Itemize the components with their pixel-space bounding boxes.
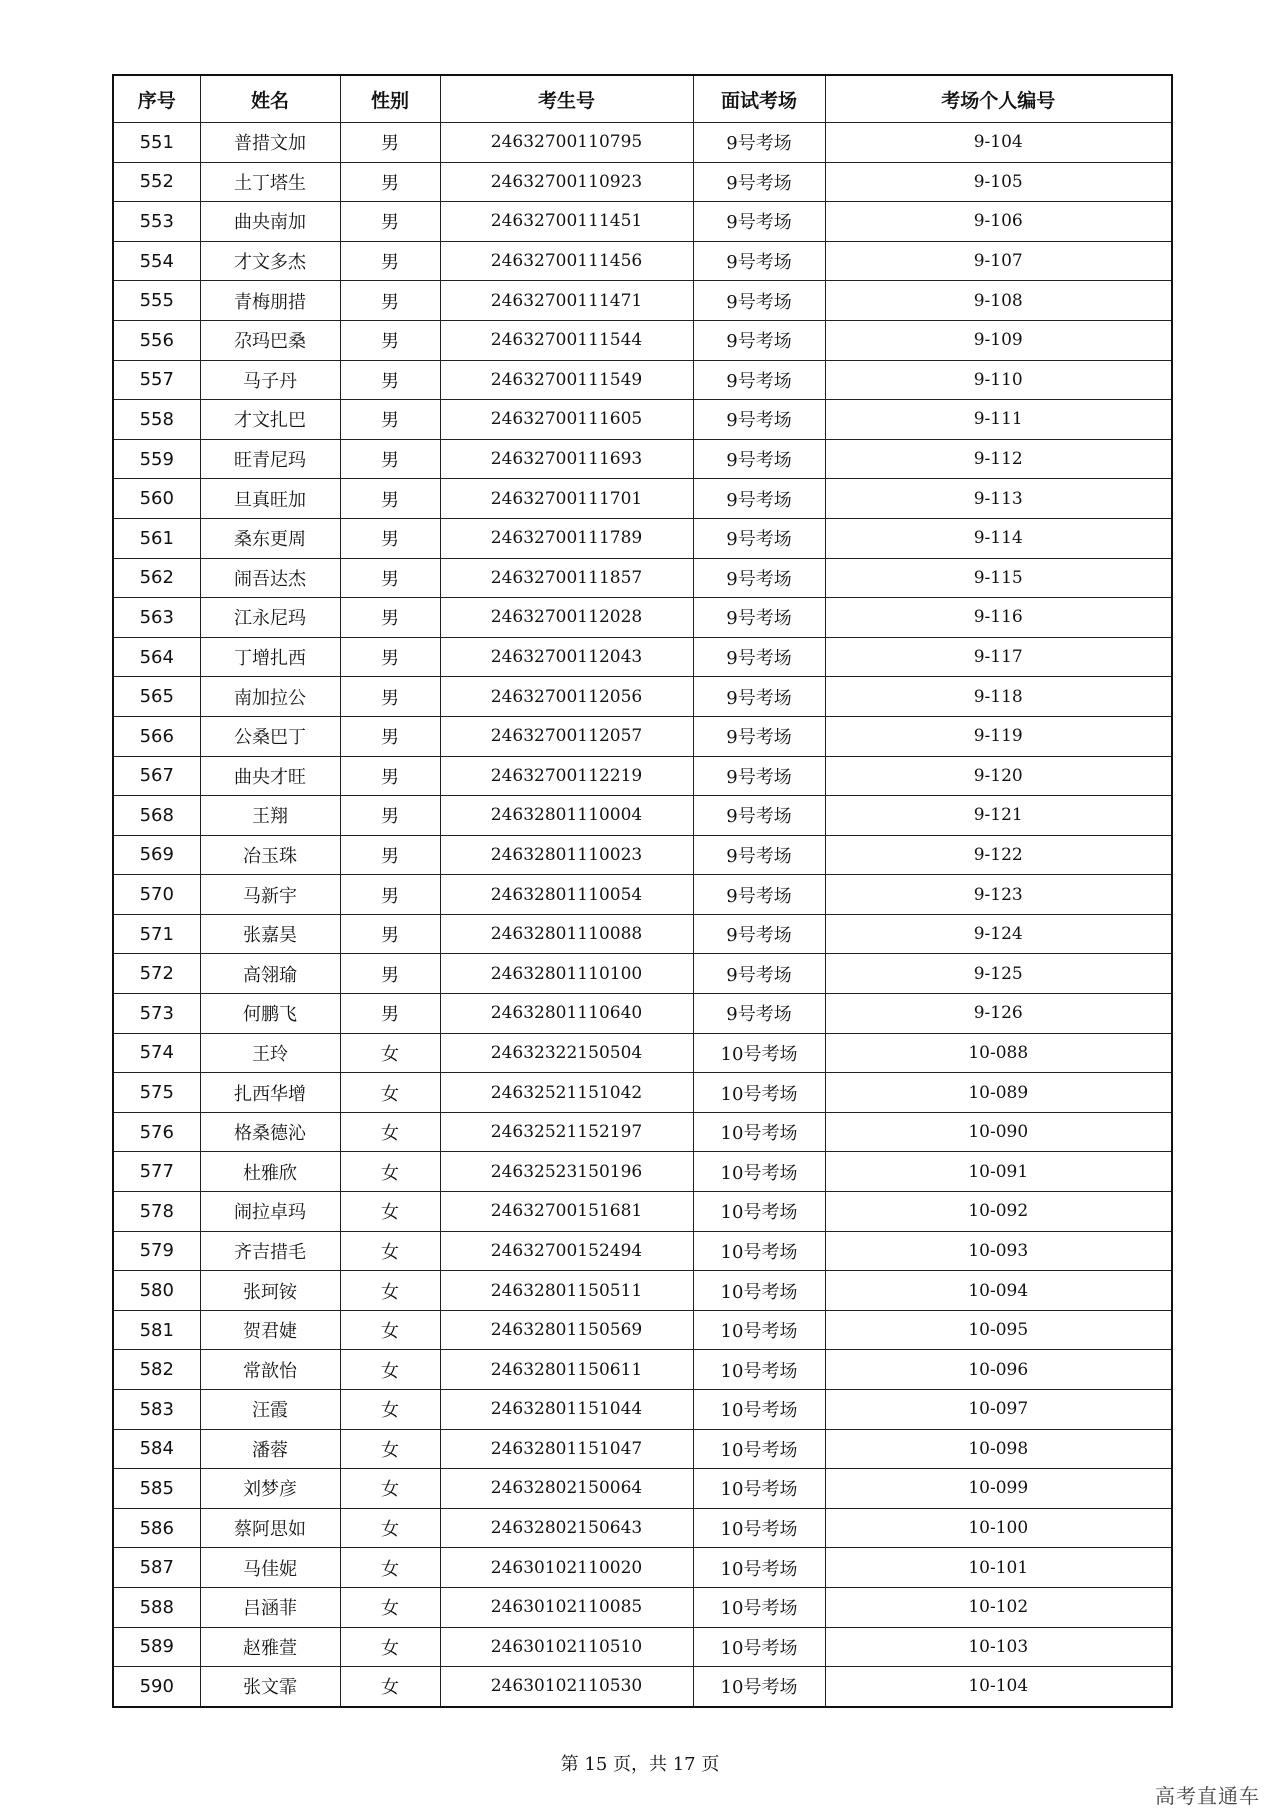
cell-personal-number: 10-100	[825, 1508, 1172, 1548]
cell-gender: 男	[340, 281, 440, 321]
cell-seq: 584	[113, 1429, 200, 1469]
table-row	[113, 677, 1172, 717]
cell-seq: 585	[113, 1469, 200, 1509]
cell-interview-room: 10号考场	[693, 1548, 825, 1588]
cell-interview-room: 9号考场	[693, 202, 825, 242]
cell-personal-number: 10-095	[825, 1310, 1172, 1350]
cell-name: 扎西华增	[200, 1073, 340, 1113]
table-row	[113, 360, 1172, 400]
cell-interview-room: 9号考场	[693, 677, 825, 717]
table-header	[113, 75, 1172, 123]
cell-personal-number: 9-104	[825, 123, 1172, 163]
cell-interview-room: 10号考场	[693, 1429, 825, 1469]
cell-name: 普措文加	[200, 123, 340, 163]
cell-gender: 男	[340, 400, 440, 440]
cell-gender: 男	[340, 677, 440, 717]
table-row	[113, 162, 1172, 202]
cell-exam-id: 24632700112056	[440, 677, 693, 717]
cell-interview-room: 9号考场	[693, 875, 825, 915]
cell-exam-id: 24632700111701	[440, 479, 693, 519]
cell-personal-number: 9-123	[825, 875, 1172, 915]
cell-gender: 女	[340, 1192, 440, 1232]
cell-personal-number: 9-113	[825, 479, 1172, 519]
cell-name: 常歆怡	[200, 1350, 340, 1390]
cell-interview-room: 9号考场	[693, 479, 825, 519]
cell-personal-number: 10-094	[825, 1271, 1172, 1311]
cell-interview-room: 9号考场	[693, 518, 825, 558]
cell-seq: 552	[113, 162, 200, 202]
cell-seq: 563	[113, 598, 200, 638]
cell-personal-number: 9-107	[825, 241, 1172, 281]
cell-personal-number: 9-121	[825, 796, 1172, 836]
cell-seq: 551	[113, 123, 200, 163]
cell-exam-id: 24632802150064	[440, 1469, 693, 1509]
cell-seq: 568	[113, 796, 200, 836]
cell-name: 赵雅萱	[200, 1627, 340, 1667]
cell-name: 闹拉卓玛	[200, 1192, 340, 1232]
cell-interview-room: 10号考场	[693, 1033, 825, 1073]
cell-personal-number: 9-117	[825, 637, 1172, 677]
cell-gender: 女	[340, 1073, 440, 1113]
cell-name: 尕玛巴桑	[200, 320, 340, 360]
cell-seq: 578	[113, 1192, 200, 1232]
cell-seq: 559	[113, 439, 200, 479]
cell-interview-room: 10号考场	[693, 1112, 825, 1152]
cell-name: 桑东更周	[200, 518, 340, 558]
cell-name: 马子丹	[200, 360, 340, 400]
cell-personal-number: 10-104	[825, 1667, 1172, 1707]
cell-interview-room: 10号考场	[693, 1152, 825, 1192]
cell-personal-number: 9-108	[825, 281, 1172, 321]
table-row	[113, 875, 1172, 915]
cell-gender: 男	[340, 756, 440, 796]
cell-interview-room: 9号考场	[693, 123, 825, 163]
header-interview-room: 面试考场	[693, 75, 825, 123]
cell-gender: 女	[340, 1667, 440, 1707]
cell-seq: 581	[113, 1310, 200, 1350]
cell-seq: 583	[113, 1390, 200, 1430]
cell-interview-room: 10号考场	[693, 1508, 825, 1548]
table-row	[113, 1390, 1172, 1430]
cell-personal-number: 9-106	[825, 202, 1172, 242]
cell-exam-id: 24632700111451	[440, 202, 693, 242]
cell-interview-room: 9号考场	[693, 162, 825, 202]
cell-exam-id: 24630102110530	[440, 1667, 693, 1707]
cell-name: 杜雅欣	[200, 1152, 340, 1192]
page-footer: 第 15 页，共 17 页	[560, 1754, 720, 1775]
cell-seq: 564	[113, 637, 200, 677]
cell-name: 江永尼玛	[200, 598, 340, 638]
cell-personal-number: 10-090	[825, 1112, 1172, 1152]
cell-gender: 女	[340, 1152, 440, 1192]
cell-interview-room: 9号考场	[693, 994, 825, 1034]
cell-exam-id: 24632801110100	[440, 954, 693, 994]
cell-gender: 女	[340, 1627, 440, 1667]
header-exam-id: 考生号	[440, 75, 693, 123]
cell-personal-number: 9-114	[825, 518, 1172, 558]
cell-seq: 572	[113, 954, 200, 994]
cell-name: 贺君婕	[200, 1310, 340, 1350]
table-row	[113, 320, 1172, 360]
header-name: 姓名	[200, 75, 340, 123]
cell-personal-number: 9-116	[825, 598, 1172, 638]
cell-exam-id: 24632521152197	[440, 1112, 693, 1152]
cell-seq: 566	[113, 716, 200, 756]
cell-exam-id: 24632700111857	[440, 558, 693, 598]
cell-gender: 女	[340, 1310, 440, 1350]
cell-name: 刘梦彦	[200, 1469, 340, 1509]
table-row	[113, 518, 1172, 558]
table-row	[113, 558, 1172, 598]
cell-exam-id: 24630102110510	[440, 1627, 693, 1667]
cell-gender: 男	[340, 875, 440, 915]
table-row	[113, 954, 1172, 994]
cell-interview-room: 9号考场	[693, 281, 825, 321]
cell-gender: 女	[340, 1469, 440, 1509]
cell-gender: 男	[340, 796, 440, 836]
cell-interview-room: 9号考场	[693, 241, 825, 281]
cell-exam-id: 24632700152494	[440, 1231, 693, 1271]
cell-seq: 569	[113, 835, 200, 875]
table-row	[113, 123, 1172, 163]
cell-personal-number: 10-089	[825, 1073, 1172, 1113]
table-body	[113, 123, 1172, 1707]
cell-personal-number: 10-088	[825, 1033, 1172, 1073]
cell-name: 张珂铵	[200, 1271, 340, 1311]
cell-gender: 男	[340, 202, 440, 242]
cell-gender: 女	[340, 1231, 440, 1271]
cell-exam-id: 24632700111693	[440, 439, 693, 479]
table-row	[113, 1587, 1172, 1627]
cell-seq: 586	[113, 1508, 200, 1548]
table-row	[113, 1112, 1172, 1152]
cell-seq: 590	[113, 1667, 200, 1707]
cell-personal-number: 10-103	[825, 1627, 1172, 1667]
cell-exam-id: 24632322150504	[440, 1033, 693, 1073]
cell-exam-id: 24630102110020	[440, 1548, 693, 1588]
cell-interview-room: 9号考场	[693, 796, 825, 836]
cell-exam-id: 24632700112057	[440, 716, 693, 756]
cell-exam-id: 24632801150569	[440, 1310, 693, 1350]
cell-interview-room: 9号考场	[693, 914, 825, 954]
table-row	[113, 756, 1172, 796]
cell-personal-number: 9-118	[825, 677, 1172, 717]
roster-table	[112, 74, 1173, 1708]
cell-personal-number: 9-122	[825, 835, 1172, 875]
cell-exam-id: 24632801151044	[440, 1390, 693, 1430]
cell-seq: 554	[113, 241, 200, 281]
table-row	[113, 281, 1172, 321]
cell-gender: 女	[340, 1548, 440, 1588]
cell-name: 齐吉措毛	[200, 1231, 340, 1271]
cell-name: 汪霞	[200, 1390, 340, 1430]
table-row	[113, 1192, 1172, 1232]
cell-name: 潘蓉	[200, 1429, 340, 1469]
cell-name: 马新宇	[200, 875, 340, 915]
cell-name: 何鹏飞	[200, 994, 340, 1034]
cell-seq: 558	[113, 400, 200, 440]
cell-gender: 男	[340, 954, 440, 994]
cell-interview-room: 9号考场	[693, 954, 825, 994]
cell-personal-number: 9-119	[825, 716, 1172, 756]
cell-seq: 574	[113, 1033, 200, 1073]
cell-seq: 560	[113, 479, 200, 519]
cell-personal-number: 10-102	[825, 1587, 1172, 1627]
cell-personal-number: 10-097	[825, 1390, 1172, 1430]
table-row	[113, 1073, 1172, 1113]
cell-exam-id: 24632700111605	[440, 400, 693, 440]
cell-exam-id: 24632523150196	[440, 1152, 693, 1192]
table-row	[113, 994, 1172, 1034]
cell-name: 吕涵菲	[200, 1587, 340, 1627]
header-gender: 性别	[340, 75, 440, 123]
cell-name: 闹吾达杰	[200, 558, 340, 598]
roster-table-container	[112, 74, 1171, 1708]
cell-seq: 575	[113, 1073, 200, 1113]
cell-personal-number: 9-111	[825, 400, 1172, 440]
cell-seq: 570	[113, 875, 200, 915]
table-row	[113, 1508, 1172, 1548]
cell-seq: 553	[113, 202, 200, 242]
cell-seq: 573	[113, 994, 200, 1034]
cell-exam-id: 24632700112043	[440, 637, 693, 677]
cell-seq: 576	[113, 1112, 200, 1152]
cell-exam-id: 24632700112028	[440, 598, 693, 638]
cell-name: 高翎瑜	[200, 954, 340, 994]
cell-personal-number: 9-110	[825, 360, 1172, 400]
cell-interview-room: 10号考场	[693, 1627, 825, 1667]
cell-exam-id: 24632700111549	[440, 360, 693, 400]
cell-interview-room: 9号考场	[693, 716, 825, 756]
cell-name: 张文霏	[200, 1667, 340, 1707]
cell-seq: 582	[113, 1350, 200, 1390]
cell-name: 旺青尼玛	[200, 439, 340, 479]
cell-personal-number: 10-096	[825, 1350, 1172, 1390]
table-row	[113, 914, 1172, 954]
cell-seq: 562	[113, 558, 200, 598]
table-row	[113, 716, 1172, 756]
table-row	[113, 1350, 1172, 1390]
cell-exam-id: 24632700110923	[440, 162, 693, 202]
table-row	[113, 439, 1172, 479]
table-row	[113, 241, 1172, 281]
cell-exam-id: 24632521151042	[440, 1073, 693, 1113]
cell-seq: 571	[113, 914, 200, 954]
cell-exam-id: 24632700151681	[440, 1192, 693, 1232]
cell-personal-number: 9-112	[825, 439, 1172, 479]
cell-name: 才文多杰	[200, 241, 340, 281]
table-row	[113, 1429, 1172, 1469]
cell-gender: 男	[340, 914, 440, 954]
cell-exam-id: 24630102110085	[440, 1587, 693, 1627]
cell-personal-number: 9-109	[825, 320, 1172, 360]
header-seq: 序号	[113, 75, 200, 123]
cell-personal-number: 9-120	[825, 756, 1172, 796]
cell-seq: 561	[113, 518, 200, 558]
header-row	[113, 75, 1172, 123]
cell-name: 丁增扎西	[200, 637, 340, 677]
cell-name: 南加拉公	[200, 677, 340, 717]
table-row	[113, 835, 1172, 875]
cell-interview-room: 9号考场	[693, 320, 825, 360]
cell-name: 王玲	[200, 1033, 340, 1073]
cell-gender: 男	[340, 360, 440, 400]
cell-exam-id: 24632700111456	[440, 241, 693, 281]
cell-exam-id: 24632801110023	[440, 835, 693, 875]
table-row	[113, 796, 1172, 836]
cell-gender: 男	[340, 558, 440, 598]
table-row	[113, 1231, 1172, 1271]
cell-gender: 女	[340, 1271, 440, 1311]
cell-name: 格桑德沁	[200, 1112, 340, 1152]
cell-seq: 579	[113, 1231, 200, 1271]
cell-gender: 男	[340, 835, 440, 875]
cell-name: 冶玉珠	[200, 835, 340, 875]
table-row	[113, 1033, 1172, 1073]
cell-gender: 男	[340, 637, 440, 677]
cell-seq: 557	[113, 360, 200, 400]
cell-name: 曲央才旺	[200, 756, 340, 796]
cell-exam-id: 24632801110088	[440, 914, 693, 954]
table-row	[113, 1152, 1172, 1192]
cell-gender: 女	[340, 1508, 440, 1548]
cell-gender: 男	[340, 241, 440, 281]
cell-name: 才文扎巴	[200, 400, 340, 440]
cell-personal-number: 9-125	[825, 954, 1172, 994]
cell-seq: 555	[113, 281, 200, 321]
cell-exam-id: 24632801150511	[440, 1271, 693, 1311]
cell-personal-number: 9-126	[825, 994, 1172, 1034]
cell-personal-number: 10-098	[825, 1429, 1172, 1469]
cell-gender: 男	[340, 518, 440, 558]
cell-seq: 589	[113, 1627, 200, 1667]
table-row	[113, 1548, 1172, 1588]
table-row	[113, 479, 1172, 519]
cell-gender: 女	[340, 1033, 440, 1073]
cell-name: 曲央南加	[200, 202, 340, 242]
table-row	[113, 1271, 1172, 1311]
table-row	[113, 1667, 1172, 1707]
cell-exam-id: 24632801150611	[440, 1350, 693, 1390]
cell-gender: 男	[340, 123, 440, 163]
cell-interview-room: 9号考场	[693, 439, 825, 479]
cell-gender: 女	[340, 1390, 440, 1430]
header-personal-number: 考场个人编号	[825, 75, 1172, 123]
cell-exam-id: 24632801110004	[440, 796, 693, 836]
cell-exam-id: 24632801110054	[440, 875, 693, 915]
cell-seq: 556	[113, 320, 200, 360]
cell-interview-room: 9号考场	[693, 360, 825, 400]
cell-interview-room: 9号考场	[693, 835, 825, 875]
cell-interview-room: 9号考场	[693, 558, 825, 598]
cell-exam-id: 24632700110795	[440, 123, 693, 163]
cell-interview-room: 9号考场	[693, 400, 825, 440]
cell-name: 旦真旺加	[200, 479, 340, 519]
cell-name: 土丁塔生	[200, 162, 340, 202]
cell-name: 蔡阿思如	[200, 1508, 340, 1548]
cell-gender: 男	[340, 439, 440, 479]
cell-interview-room: 10号考场	[693, 1350, 825, 1390]
cell-gender: 女	[340, 1429, 440, 1469]
cell-seq: 577	[113, 1152, 200, 1192]
cell-seq: 567	[113, 756, 200, 796]
cell-interview-room: 10号考场	[693, 1390, 825, 1430]
cell-name: 青梅朋措	[200, 281, 340, 321]
cell-personal-number: 10-099	[825, 1469, 1172, 1509]
cell-seq: 587	[113, 1548, 200, 1588]
cell-exam-id: 24632801151047	[440, 1429, 693, 1469]
table-row	[113, 637, 1172, 677]
cell-gender: 男	[340, 598, 440, 638]
cell-gender: 女	[340, 1587, 440, 1627]
table-row	[113, 400, 1172, 440]
cell-personal-number: 10-091	[825, 1152, 1172, 1192]
cell-interview-room: 10号考场	[693, 1310, 825, 1350]
cell-interview-room: 9号考场	[693, 637, 825, 677]
cell-name: 公桑巴丁	[200, 716, 340, 756]
cell-personal-number: 10-092	[825, 1192, 1172, 1232]
cell-seq: 565	[113, 677, 200, 717]
table-row	[113, 1469, 1172, 1509]
cell-personal-number: 9-115	[825, 558, 1172, 598]
cell-exam-id: 24632801110640	[440, 994, 693, 1034]
cell-exam-id: 24632700111471	[440, 281, 693, 321]
cell-name: 王翔	[200, 796, 340, 836]
cell-interview-room: 10号考场	[693, 1231, 825, 1271]
cell-gender: 女	[340, 1112, 440, 1152]
watermark-logo-text: 高考直通车	[1155, 1784, 1260, 1808]
table-row	[113, 1627, 1172, 1667]
cell-gender: 男	[340, 320, 440, 360]
cell-gender: 男	[340, 162, 440, 202]
cell-seq: 588	[113, 1587, 200, 1627]
cell-gender: 男	[340, 716, 440, 756]
cell-interview-room: 9号考场	[693, 756, 825, 796]
cell-personal-number: 9-124	[825, 914, 1172, 954]
cell-name: 张嘉昊	[200, 914, 340, 954]
cell-interview-room: 10号考场	[693, 1667, 825, 1707]
cell-gender: 男	[340, 479, 440, 519]
cell-exam-id: 24632700112219	[440, 756, 693, 796]
cell-personal-number: 10-101	[825, 1548, 1172, 1588]
cell-personal-number: 9-105	[825, 162, 1172, 202]
table-row	[113, 1310, 1172, 1350]
cell-gender: 男	[340, 994, 440, 1034]
cell-name: 马佳妮	[200, 1548, 340, 1588]
cell-interview-room: 10号考场	[693, 1271, 825, 1311]
cell-personal-number: 10-093	[825, 1231, 1172, 1271]
cell-exam-id: 24632700111544	[440, 320, 693, 360]
cell-seq: 580	[113, 1271, 200, 1311]
cell-interview-room: 10号考场	[693, 1587, 825, 1627]
cell-interview-room: 10号考场	[693, 1192, 825, 1232]
table-row	[113, 202, 1172, 242]
cell-interview-room: 10号考场	[693, 1073, 825, 1113]
cell-exam-id: 24632700111789	[440, 518, 693, 558]
table-row	[113, 598, 1172, 638]
cell-interview-room: 9号考场	[693, 598, 825, 638]
cell-interview-room: 10号考场	[693, 1469, 825, 1509]
cell-gender: 女	[340, 1350, 440, 1390]
cell-exam-id: 24632802150643	[440, 1508, 693, 1548]
